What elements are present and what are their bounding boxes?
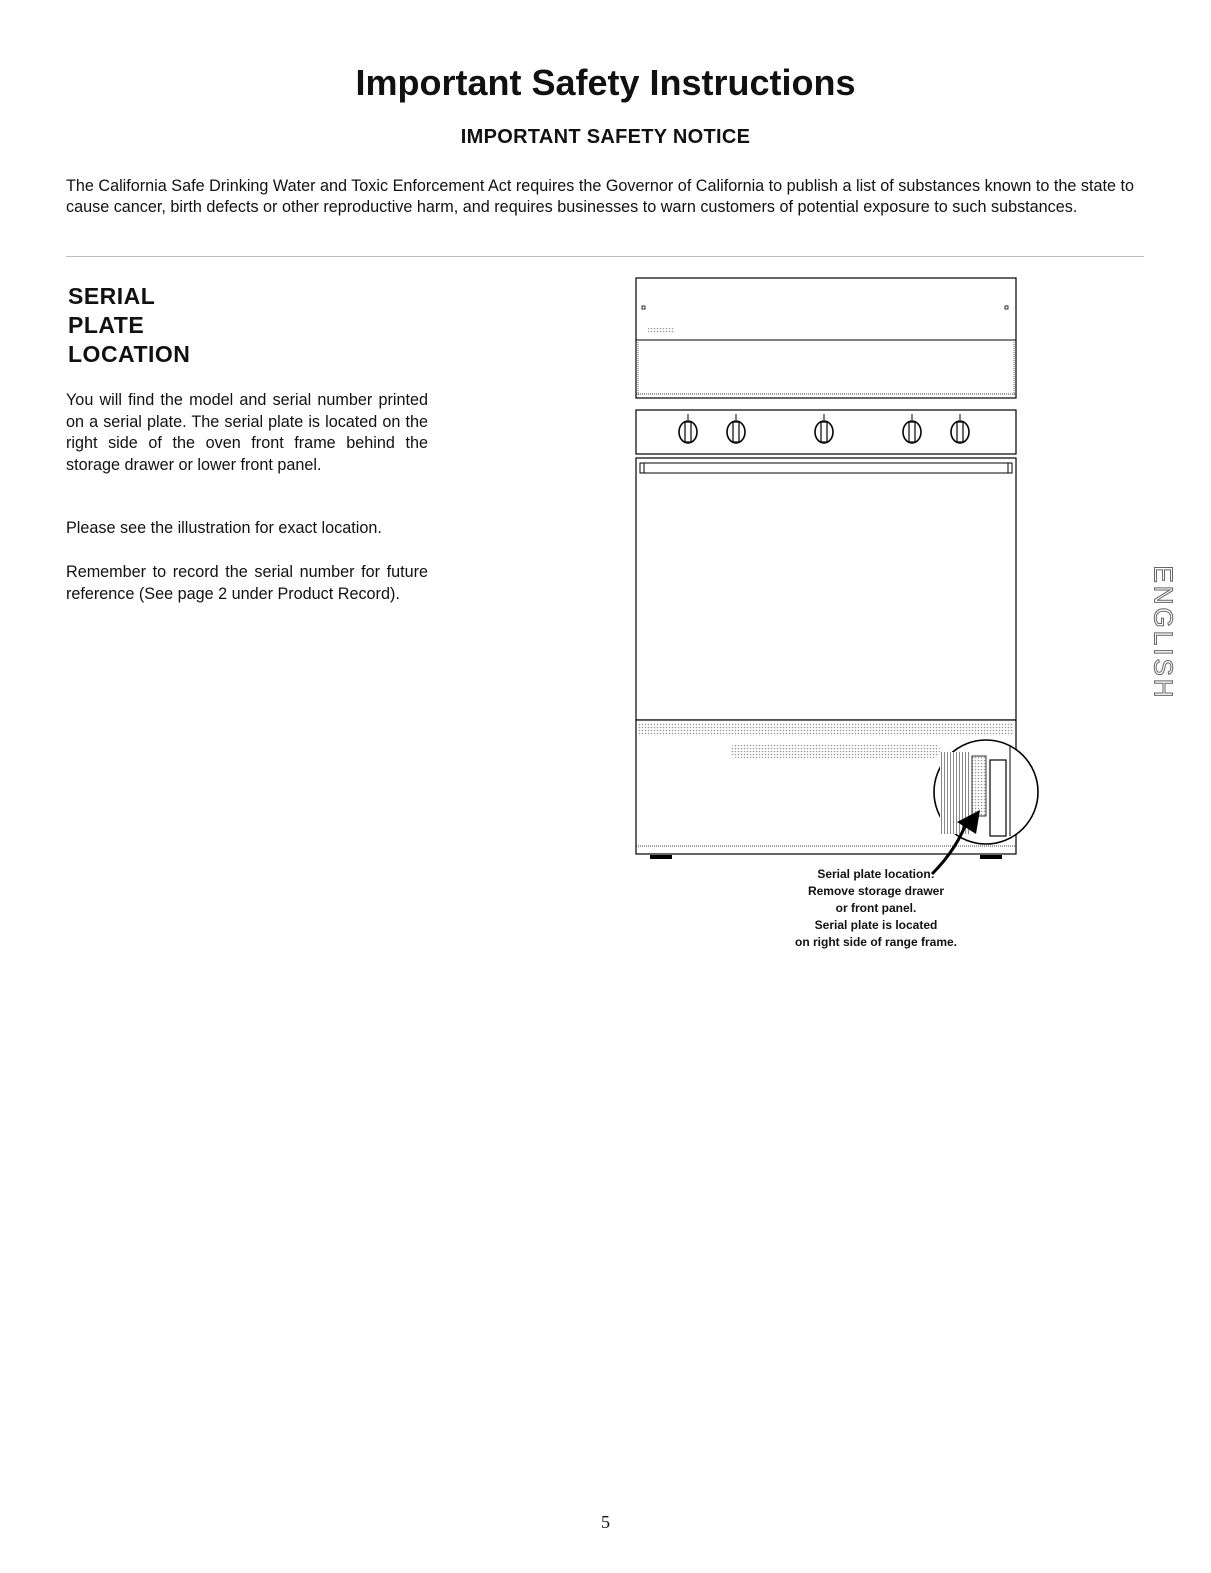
language-side-tab xyxy=(1138,558,1188,708)
caption-line: Remove storage drawer xyxy=(807,884,945,898)
record-reminder-paragraph: Remember to record the serial number for future reference (See page 2 under Product Record). xyxy=(66,563,428,603)
heading-line: PLATE xyxy=(68,312,145,338)
illustration-reference-paragraph: Please see the illustration for exact location. xyxy=(66,519,382,537)
serial-plate-heading xyxy=(68,282,368,369)
page-number: 5 xyxy=(601,1512,610,1532)
caption-line: or front panel. xyxy=(835,901,917,915)
page-title: Important Safety Instructions xyxy=(355,62,856,103)
section-divider xyxy=(66,256,1144,257)
notice-heading: IMPORTANT SAFETY NOTICE xyxy=(460,126,751,148)
serial-plate-paragraph: You will find the model and serial number printed on a serial plate. The serial plate is located on the right side of the oven front frame behind the storage drawer or lower front panel. xyxy=(66,391,428,474)
language-label: ENGLISH xyxy=(1148,565,1179,701)
serial-plate-callout xyxy=(934,740,1038,844)
caption-line: on right side of range frame. xyxy=(794,935,958,949)
control-panel xyxy=(636,410,1016,454)
notice-body: The California Safe Drinking Water and Toxic Enforcement Act requires the Governor of California to publish a list of substances known to the state to cause cancer, birth defects or other reproductive harm, and requires businesses to warn customers of potential exposure to such substances. xyxy=(66,177,1135,216)
heading-line: LOCATION xyxy=(68,341,191,367)
range-illustration xyxy=(620,270,1060,880)
heading-line: SERIAL xyxy=(68,283,156,309)
backguard xyxy=(636,278,1016,398)
caption-line: Serial plate is located xyxy=(814,918,938,932)
oven-door xyxy=(636,458,1016,720)
serial-plate-caption xyxy=(756,866,996,951)
caption-line: Serial plate location: xyxy=(817,867,935,881)
